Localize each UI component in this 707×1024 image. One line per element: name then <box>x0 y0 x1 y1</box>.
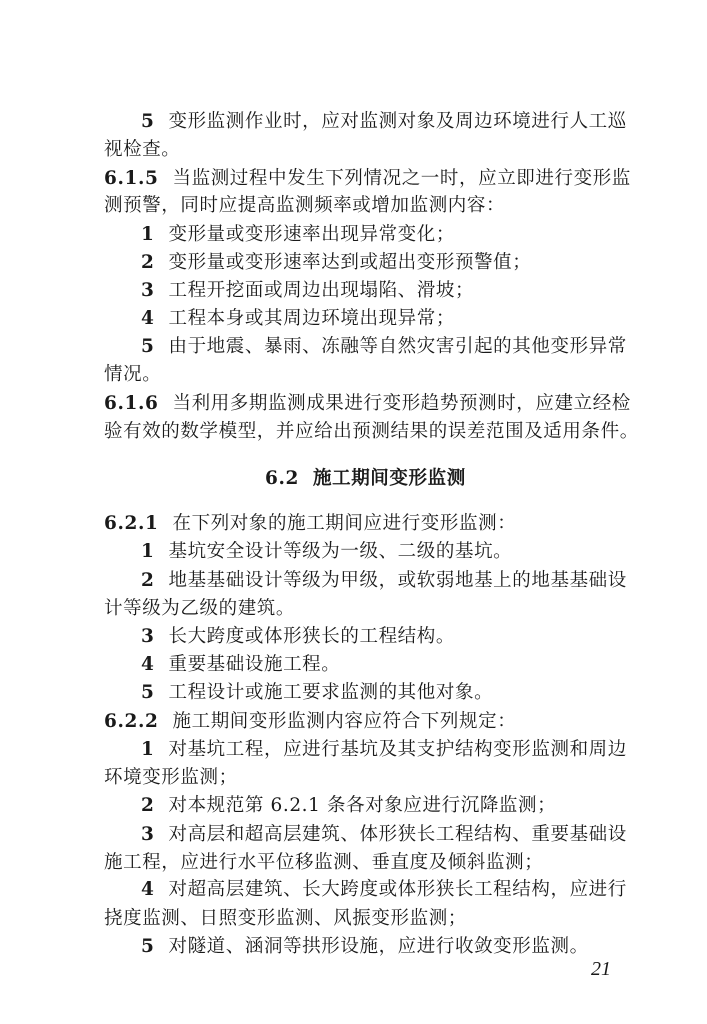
list-item <box>141 307 455 331</box>
list-item <box>141 279 474 303</box>
clause-number: 6.2.1 <box>104 513 159 534</box>
list-item <box>141 935 589 959</box>
list-item <box>141 653 340 677</box>
continuation-line <box>104 907 467 931</box>
item-text: 对高层和超高层建筑、体形狭长工程结构、重要基础设 <box>168 824 627 845</box>
section-number: 6.2 <box>265 468 299 489</box>
list-item <box>141 794 556 818</box>
list-item <box>141 223 455 247</box>
clause-number: 6.1.5 <box>104 168 159 189</box>
item-text: 情况。 <box>104 364 162 385</box>
page-number: 21 <box>591 958 611 980</box>
item-text: 变形监测作业时，应对监测对象及周边环境进行人工巡 <box>168 111 627 132</box>
item-text: 对超高层建筑、长大跨度或体形狭长工程结构，应进行 <box>168 879 627 900</box>
item-text: 变形量或变形速率达到或超出变形预警值； <box>168 252 532 273</box>
item-text: 地基基础设计等级为甲级，或软弱地基上的地基基础设 <box>168 570 627 591</box>
clause-text: 施工期间变形监测内容应符合下列规定： <box>172 711 517 732</box>
item-number: 5 <box>141 111 155 132</box>
item-text: 长大跨度或体形狭长的工程结构。 <box>168 626 455 647</box>
continuation-line <box>104 194 505 218</box>
list-item <box>141 625 455 649</box>
clause-text: 当利用多期监测成果进行变形趋势预测时，应建立经检 <box>172 393 631 414</box>
list-item <box>141 540 512 564</box>
list-item <box>141 823 627 847</box>
clause-6-1-6 <box>104 392 631 416</box>
item-number: 2 <box>141 252 155 273</box>
list-item <box>141 681 493 705</box>
item-text: 重要基础设施工程。 <box>168 654 341 675</box>
item-number: 4 <box>141 879 155 900</box>
item-number: 3 <box>141 824 155 845</box>
clause-6-2-1 <box>104 512 516 536</box>
list-item <box>141 569 627 593</box>
continuation-line <box>104 363 161 387</box>
item-text: 对基坑工程，应进行基坑及其支护结构变形监测和周边 <box>168 739 627 760</box>
item-text: 工程本身或其周边环境出现异常； <box>168 308 455 329</box>
list-item <box>141 335 627 359</box>
item-number: 2 <box>141 570 155 591</box>
clause-number: 6.1.6 <box>104 393 159 414</box>
item-text: 环境变形监测； <box>104 767 238 788</box>
item-text: 工程设计或施工要求监测的其他对象。 <box>168 682 494 703</box>
item-text: 视检查。 <box>104 139 181 160</box>
item-number: 5 <box>141 336 155 357</box>
item-text: 挠度监测、日照变形监测、风振变形监测； <box>104 908 467 929</box>
item-number: 5 <box>141 682 155 703</box>
item-text: 验有效的数学模型，并应给出预测结果的误差范围及适用条件。 <box>104 421 639 442</box>
item-text: 基坑安全设计等级为一级、二级的基坑。 <box>168 541 513 562</box>
list-item <box>141 878 627 902</box>
continuation-line <box>104 766 238 790</box>
item-text: 测预警，同时应提高监测频率或增加监测内容： <box>104 195 506 216</box>
section-title: 施工期间变形监测 <box>313 468 466 489</box>
clause-6-2-2 <box>104 710 516 734</box>
clause-6-1-5 <box>104 167 631 191</box>
continuation-line <box>104 851 543 875</box>
item-text: 施工程，应进行水平位移监测、垂直度及倾斜监测； <box>104 852 544 873</box>
item-text: 对隧道、涵洞等拱形设施，应进行收敛变形监测。 <box>168 936 589 957</box>
item-number: 2 <box>141 795 155 816</box>
item-5-line <box>141 110 627 134</box>
list-item <box>141 251 531 275</box>
item-text: 计等级为乙级的建筑。 <box>104 598 296 619</box>
continuation-line <box>104 420 639 444</box>
item-number: 1 <box>141 224 155 245</box>
section-heading <box>265 467 466 491</box>
item-text: 由于地震、暴雨、冻融等自然灾害引起的其他变形异常 <box>168 336 627 357</box>
item-number: 1 <box>141 541 155 562</box>
clause-number: 6.2.2 <box>104 711 159 732</box>
item-number: 5 <box>141 936 155 957</box>
item-number: 3 <box>141 280 155 301</box>
item-number: 4 <box>141 654 155 675</box>
item-number: 3 <box>141 626 155 647</box>
item-number: 4 <box>141 308 155 329</box>
clause-text: 当监测过程中发生下列情况之一时，应立即进行变形监 <box>172 168 631 189</box>
list-item <box>141 738 627 762</box>
item-text: 工程开挖面或周边出现塌陷、滑坡； <box>168 280 475 301</box>
item-text: 变形量或变形速率出现异常变化； <box>168 224 455 245</box>
item-text: 对本规范第 6.2.1 条各对象应进行沉降监测； <box>168 795 557 816</box>
continuation-line <box>104 597 295 621</box>
clause-text: 在下列对象的施工期间应进行变形监测： <box>172 513 517 534</box>
item-number: 1 <box>141 739 155 760</box>
continuation-line <box>104 138 180 162</box>
